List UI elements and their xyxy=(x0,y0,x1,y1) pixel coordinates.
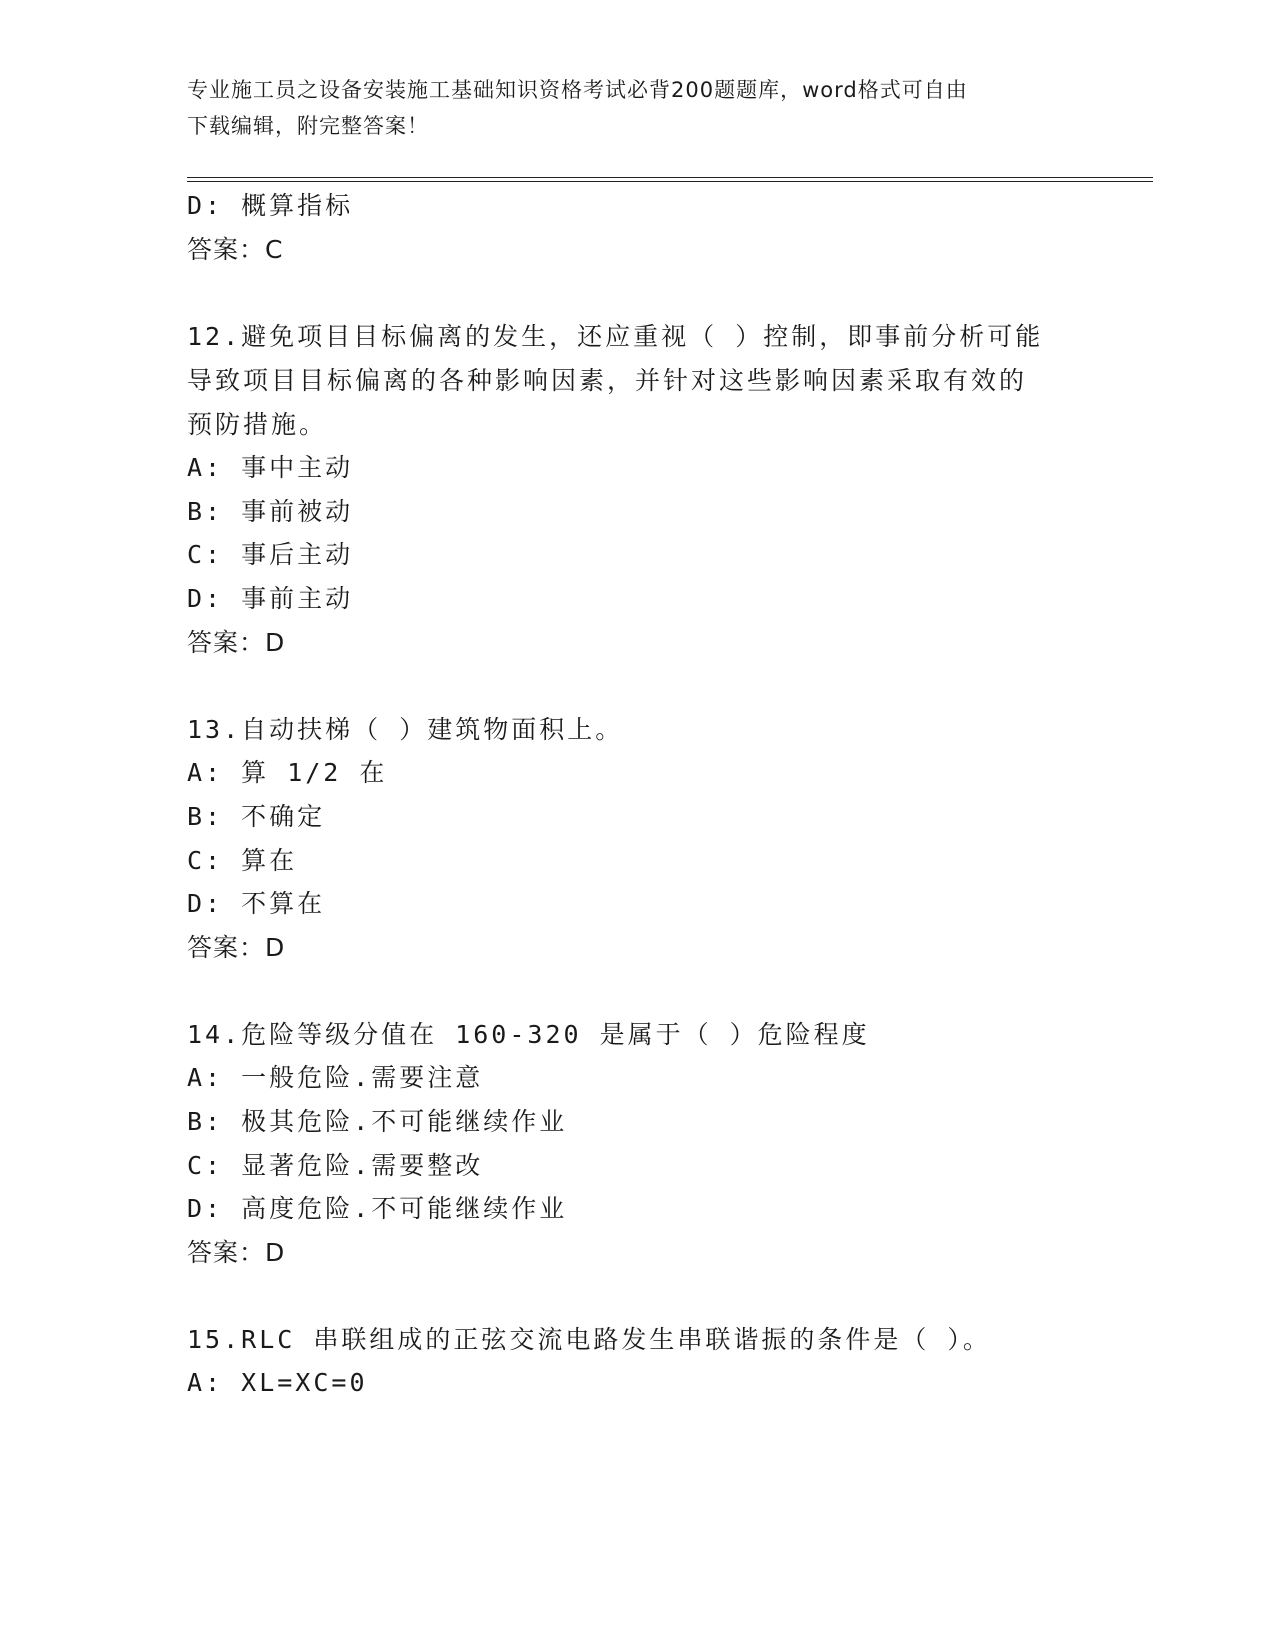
header-divider-bottom xyxy=(187,181,1153,182)
prev-answer: 答案：C xyxy=(187,235,284,264)
header-title-line-1: 专业施工员之设备安装施工基础知识资格考试必背200题题库，word格式可自由 xyxy=(187,78,968,102)
q13-option-a: A: 算 1/2 在 xyxy=(187,758,388,787)
q13-option-c: C: 算在 xyxy=(187,846,298,875)
q12-stem-line-2: 导致项目目标偏离的各种影响因素，并针对这些影响因素采取有效的 xyxy=(187,366,1028,395)
q12-option-d: D: 事前主动 xyxy=(187,584,354,613)
q12-option-a: A: 事中主动 xyxy=(187,453,354,482)
document-header xyxy=(187,72,1077,144)
q12-option-b: B: 事前被动 xyxy=(187,497,354,526)
q12-option-c: C: 事后主动 xyxy=(187,540,354,569)
q14-answer: 答案：D xyxy=(187,1238,286,1267)
header-title-line-2: 下载编辑，附完整答案！ xyxy=(187,114,429,138)
q14-option-a: A: 一般危险.需要注意 xyxy=(187,1063,484,1092)
q12-stem-line-3: 预防措施。 xyxy=(187,410,328,439)
q15-option-a: A: XL=XC=0 xyxy=(187,1368,368,1397)
header-divider-top xyxy=(187,177,1153,178)
q14-option-c: C: 显著危险.需要整改 xyxy=(187,1151,484,1180)
q14-option-d: D: 高度危险.不可能继续作业 xyxy=(187,1194,568,1223)
q12-stem-line-1: 12.避免项目目标偏离的发生，还应重视（ ）控制，即事前分析可能 xyxy=(187,322,1044,351)
q13-option-d: D: 不算在 xyxy=(187,889,326,918)
q15-stem: 15.RLC 串联组成的正弦交流电路发生串联谐振的条件是（ ）。 xyxy=(187,1325,991,1354)
q14-option-b: B: 极其危险.不可能继续作业 xyxy=(187,1107,568,1136)
q13-stem: 13.自动扶梯（ ）建筑物面积上。 xyxy=(187,715,624,744)
q14-stem: 14.危险等级分值在 160-320 是属于（ ）危险程度 xyxy=(187,1020,870,1049)
q13-option-b: B: 不确定 xyxy=(187,802,326,831)
q12-answer: 答案：D xyxy=(187,628,286,657)
prev-option-d: D: 概算指标 xyxy=(187,191,354,220)
q13-answer: 答案：D xyxy=(187,933,286,962)
